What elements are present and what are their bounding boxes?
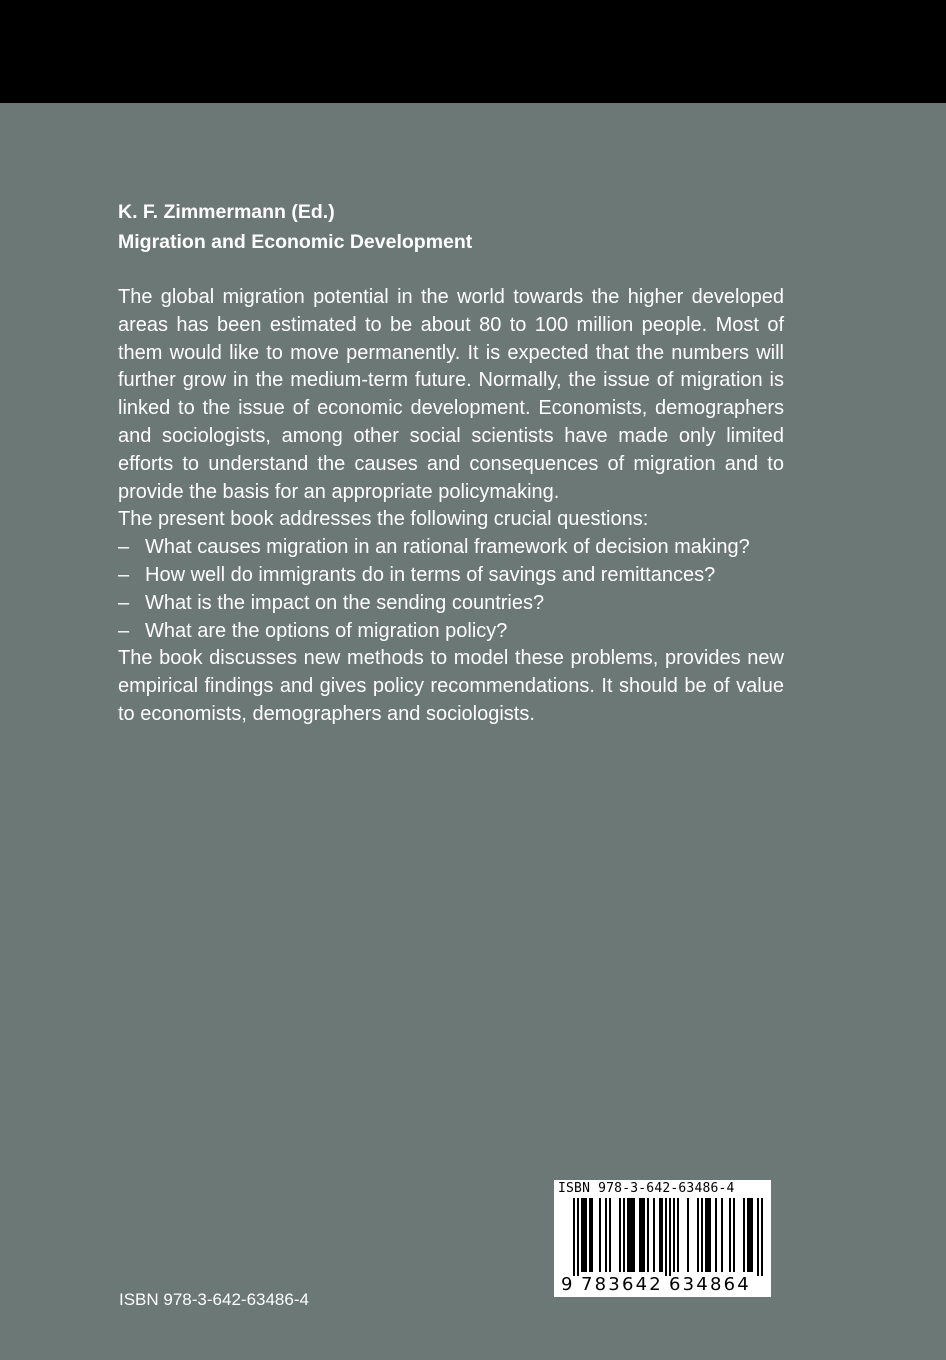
question-item — [118, 562, 784, 590]
barcode-bar — [641, 1198, 643, 1272]
barcode-bar — [623, 1198, 625, 1272]
questions-intro: The present book addresses the following crucial questions: — [118, 508, 649, 531]
barcode-bar — [701, 1198, 703, 1272]
barcode-bar — [599, 1198, 601, 1272]
questions-list — [118, 534, 784, 645]
barcode-bar — [609, 1198, 611, 1272]
barcode-digit-first: 9 — [561, 1274, 573, 1295]
back-cover-content — [118, 197, 784, 729]
barcode-bar — [643, 1198, 645, 1272]
barcode-bar — [697, 1198, 699, 1272]
barcode-bar — [743, 1198, 745, 1272]
closing-paragraph: The book discusses new methods to model these problems, provides new empirical findings and gives policy recommendations. It should be of value to economists, demographers and sociologists. — [118, 647, 784, 725]
barcode-guard-bar — [573, 1198, 575, 1276]
blurb — [118, 284, 784, 729]
intro-paragraph: The global migration potential in the world towards the higher developed areas has been estimated to be about 80 to 100 million people. Most of them would like to move permanently. It is expected that the numbers will further grow in the medium-term future. Normally, the issue of migration is linked to the issue of economic development. Economists, demographers and sociologists, among other social scientists have made only limited efforts to understand the causes and consequences of migration and to provide the basis for an appropriate policymaking. — [118, 286, 784, 503]
dash-bullet: – — [118, 591, 130, 614]
barcode-guard-bar — [577, 1198, 579, 1276]
barcode-bar — [707, 1198, 709, 1272]
barcode-bar — [715, 1198, 717, 1272]
top-black-band — [0, 0, 946, 103]
barcode-guard-bar — [665, 1198, 667, 1276]
dash-bullet: – — [118, 536, 130, 559]
barcode-bar — [729, 1198, 731, 1272]
barcode-guard-bar — [669, 1198, 671, 1276]
question-item — [118, 534, 784, 562]
barcode-bar — [619, 1198, 621, 1272]
book-title: Migration and Economic Development — [118, 231, 473, 253]
barcode-bar — [751, 1198, 753, 1272]
barcode-guard-bar — [757, 1198, 759, 1276]
author-editor: K. F. Zimmermann (Ed.) — [118, 201, 335, 223]
barcode-digits-right: 634864 — [669, 1274, 751, 1295]
barcode-box — [554, 1180, 771, 1297]
barcode-bar — [659, 1198, 661, 1272]
barcode-bar — [733, 1198, 735, 1272]
isbn-label: ISBN 978-3-642-63486-4 — [119, 1290, 309, 1309]
barcode-bar — [605, 1198, 607, 1272]
barcode-bar — [749, 1198, 751, 1272]
barcode-bar — [661, 1198, 663, 1272]
dash-bullet: – — [118, 563, 130, 586]
question-text: What causes migration in an rational framework of decision making? — [145, 536, 750, 559]
question-item — [118, 618, 784, 646]
barcode-bar — [585, 1198, 587, 1272]
barcode-bar — [705, 1198, 707, 1272]
question-text: What are the options of migration policy? — [145, 619, 508, 642]
barcode-bar — [629, 1198, 631, 1272]
barcode-bar — [653, 1198, 655, 1272]
barcode-bar — [721, 1198, 723, 1272]
dash-bullet: – — [118, 619, 130, 642]
barcode-bar — [639, 1198, 641, 1272]
barcode-digits-left: 783642 — [581, 1274, 663, 1295]
barcode-bar — [583, 1198, 585, 1272]
barcode-bar — [709, 1198, 711, 1272]
barcode-icon — [554, 1198, 771, 1276]
barcode-bar — [647, 1198, 649, 1272]
question-text: How well do immigrants do in terms of savings and remittances? — [145, 563, 716, 586]
barcode-bar — [589, 1198, 591, 1272]
barcode-bar — [677, 1198, 679, 1272]
barcode-isbn-header: ISBN 978-3-642-63486-4 — [558, 1181, 735, 1196]
barcode-digits — [554, 1274, 771, 1296]
barcode-bar — [591, 1198, 593, 1272]
barcode-bar — [627, 1198, 629, 1272]
barcode-guard-bar — [761, 1198, 763, 1276]
barcode-bar — [633, 1198, 635, 1272]
barcode-bar — [687, 1198, 689, 1272]
barcode-bar — [631, 1198, 633, 1272]
barcode-bar — [581, 1198, 583, 1272]
barcode-bar — [747, 1198, 749, 1272]
question-text: What is the impact on the sending countries? — [145, 591, 545, 614]
barcode-bar — [673, 1198, 675, 1272]
question-item — [118, 590, 784, 618]
